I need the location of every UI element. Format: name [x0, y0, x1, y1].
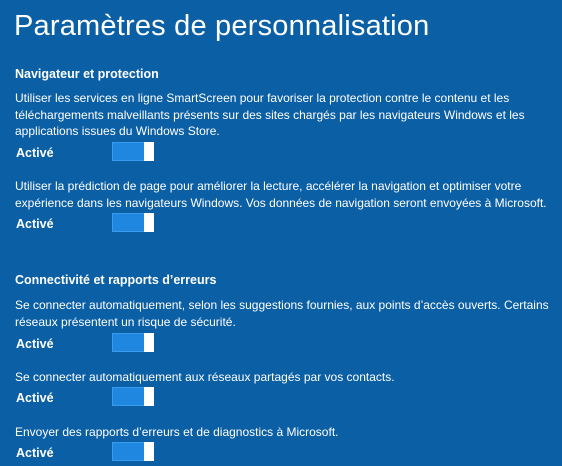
smartscreen-toggle[interactable]: [112, 142, 154, 161]
setting-status-open-hotspots: Activé: [16, 337, 54, 351]
page-title: Paramètres de personnalisation: [14, 10, 430, 42]
setting-status-error-reports: Activé: [16, 446, 54, 460]
section-title-connectivity-errors: Connectivité et rapports d’erreurs: [15, 273, 217, 287]
toggle-thumb: [144, 213, 154, 232]
setting-description-open-hotspots: Se connecter automatiquement, selon les suggestions fournies, aux points d’accès ouverts. Certains réseaux présentent un risque de sécurité.: [15, 298, 549, 329]
setting-description-smartscreen: Utiliser les services en ligne SmartScreen pour favoriser la protection contre le contenu et les téléchargements malveillants présents sur des sites chargés par les navigateurs Windows et les applications issues du Windows Store.: [15, 91, 525, 138]
open-hotspots-toggle[interactable]: [112, 333, 154, 352]
setting-description-contact-networks: Se connecter automatiquement aux réseaux partagés par vos contacts.: [15, 370, 395, 384]
toggle-thumb: [144, 142, 154, 161]
toggle-thumb: [144, 333, 154, 352]
setting-description-page-prediction: Utiliser la prédiction de page pour améliorer la lecture, accélérer la navigation et optimiser votre expérience dans les navigateurs Windows. Vos données de navigation seront envoyées à Microsoft.: [15, 179, 547, 210]
error-reports-toggle[interactable]: [112, 442, 154, 461]
section-title-browser-protection: Navigateur et protection: [15, 67, 159, 81]
toggle-thumb: [144, 387, 154, 406]
page-prediction-toggle[interactable]: [112, 213, 154, 232]
toggle-thumb: [144, 442, 154, 461]
setting-status-smartscreen: Activé: [16, 146, 54, 160]
contact-networks-toggle[interactable]: [112, 387, 154, 406]
setting-description-error-reports: Envoyer des rapports d’erreurs et de diagnostics à Microsoft.: [15, 425, 339, 439]
setting-status-page-prediction: Activé: [16, 217, 54, 231]
setting-status-contact-networks: Activé: [16, 391, 54, 405]
